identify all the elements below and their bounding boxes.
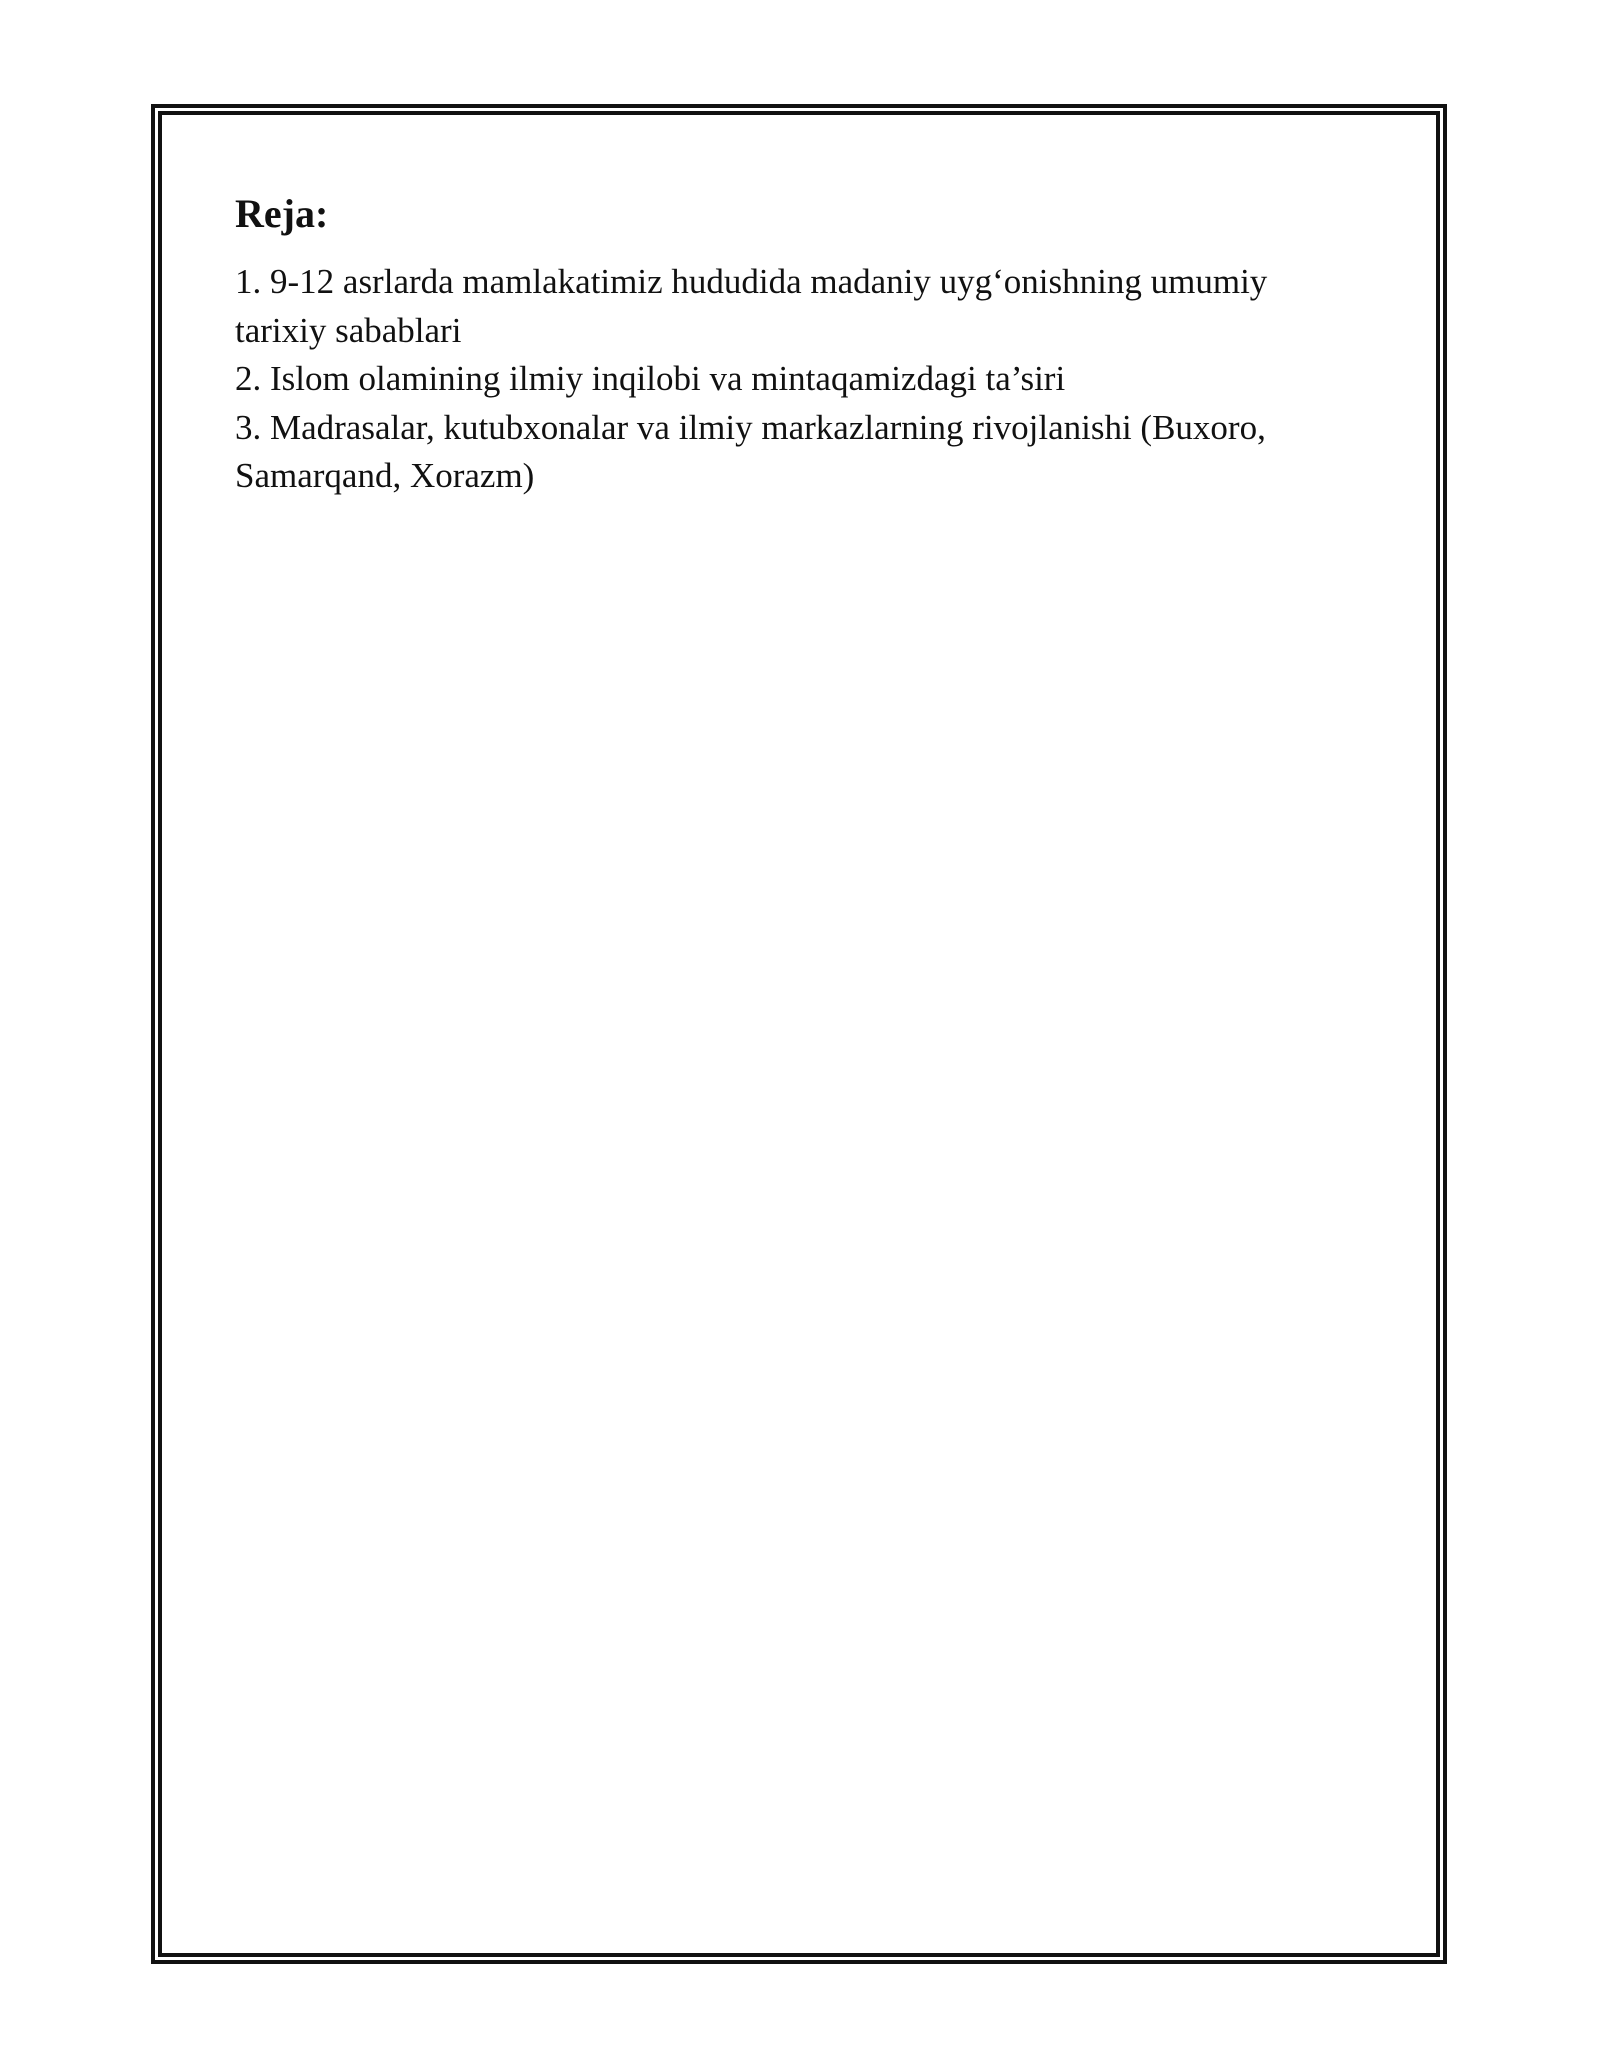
- plan-list: [235, 258, 1345, 501]
- plan-item: 2. Islom olamining ilmiy inqilobi va mintaqamizdagi ta’siri: [235, 359, 1066, 398]
- plan-item: 3. Madrasalar, kutubxonalar va ilmiy markazlarning rivojlanishi (Buxoro, Samarqand, Xorazm): [235, 407, 1266, 495]
- page-content: [235, 190, 1345, 501]
- plan-title: Reja:: [235, 191, 329, 236]
- plan-item: 1. 9-12 asrlarda mamlakatimiz hududida madaniy uyg‘onishning umumiy tarixiy sabablari: [235, 262, 1268, 350]
